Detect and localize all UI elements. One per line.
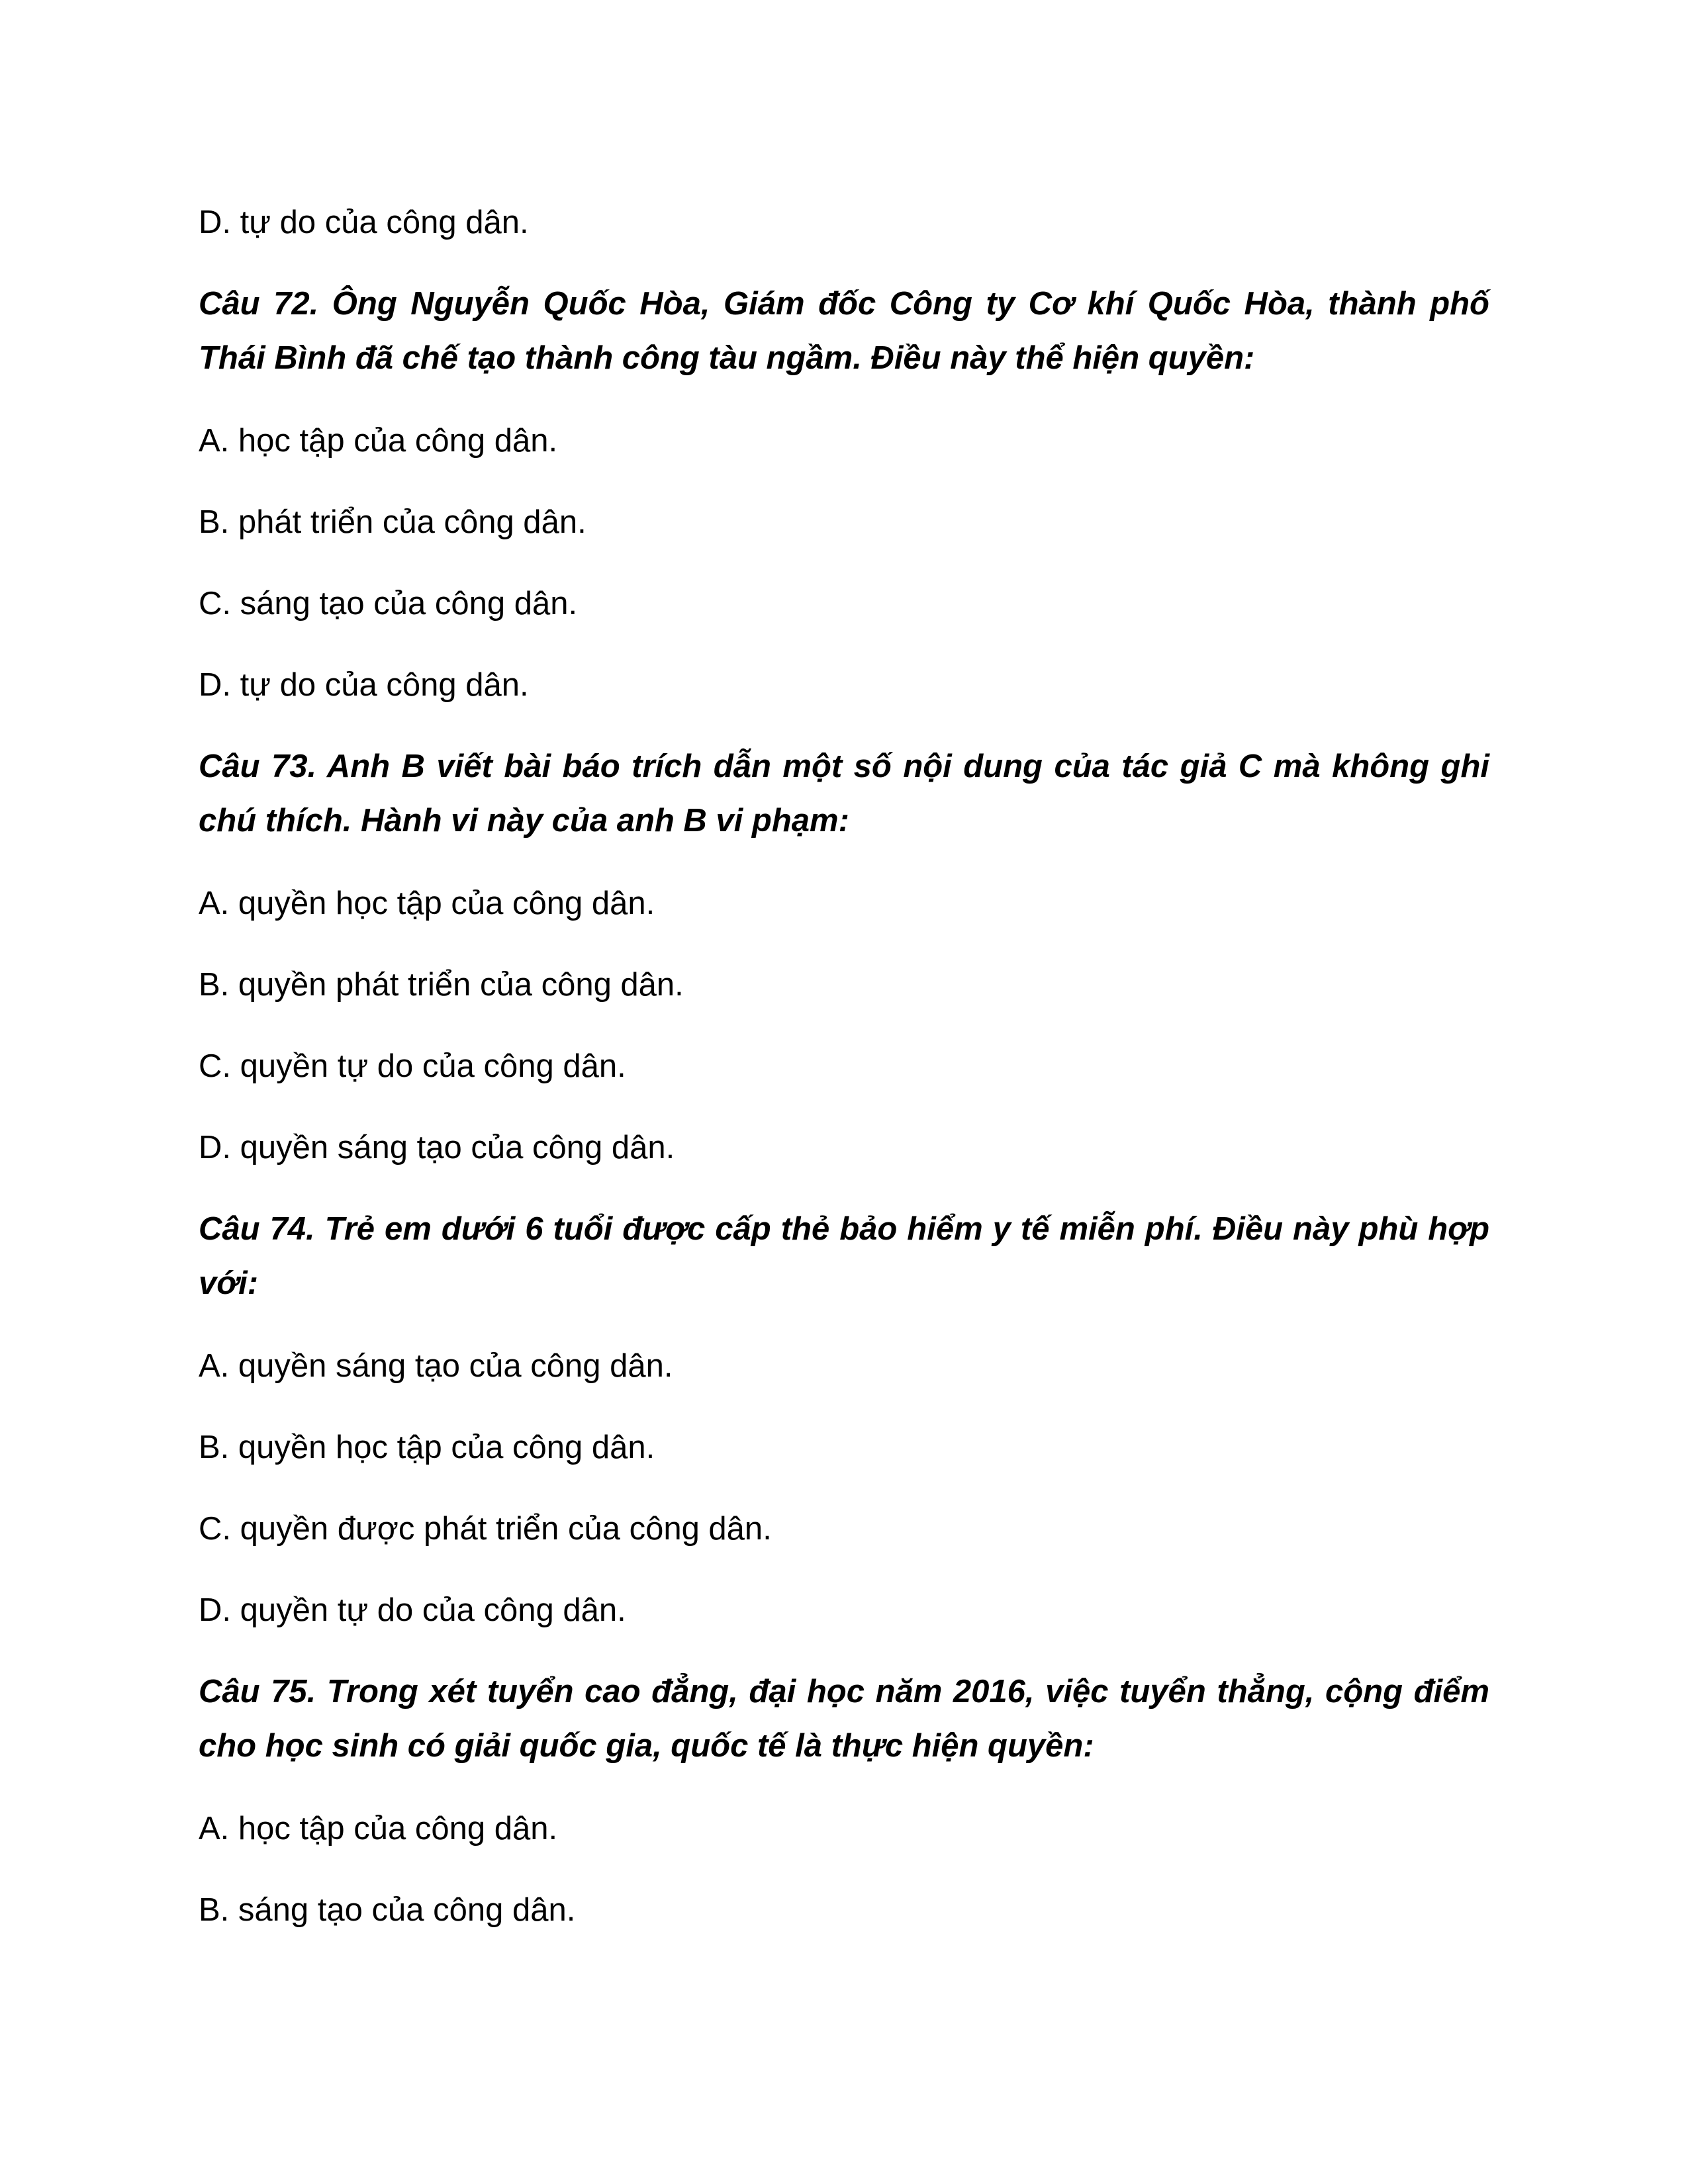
question-73: Câu 73. Anh B viết bài báo trích dẫn một số nội dung của tác giả C mà không ghi chú thích. Hành vi này của anh B vi phạm:	[199, 749, 1489, 839]
answer-option: A. quyền học tập của công dân.	[199, 886, 655, 921]
answer-option: C. quyền được phát triển của công dân.	[199, 1511, 772, 1547]
answer-option: C. sáng tạo của công dân.	[199, 586, 578, 621]
answer-option: D. tự do của công dân.	[199, 667, 529, 703]
answer-option: A. học tập của công dân.	[199, 1811, 558, 1846]
answer-option: B. quyền phát triển của công dân.	[199, 967, 684, 1003]
question-72: Câu 72. Ông Nguyễn Quốc Hòa, Giám đốc Công ty Cơ khí Quốc Hòa, thành phố Thái Bình đã chế tạo thành công tàu ngầm. Điều này thể hiện quyền:	[199, 286, 1489, 376]
answer-option: A. học tập của công dân.	[199, 423, 558, 459]
answer-option: B. sáng tạo của công dân.	[199, 1892, 576, 1928]
answer-option: B. phát triển của công dân.	[199, 504, 586, 540]
question-75: Câu 75. Trong xét tuyển cao đẳng, đại học năm 2016, việc tuyển thẳng, cộng điểm cho học sinh có giải quốc gia, quốc tế là thực hiện quyền:	[199, 1674, 1489, 1764]
answer-option: D. quyền sáng tạo của công dân.	[199, 1130, 675, 1165]
answer-option: C. quyền tự do của công dân.	[199, 1048, 626, 1084]
answer-option: A. quyền sáng tạo của công dân.	[199, 1348, 673, 1384]
question-74: Câu 74. Trẻ em dưới 6 tuổi được cấp thẻ bảo hiểm y tế miễn phí. Điều này phù hợp với:	[199, 1211, 1489, 1301]
answer-option: D. quyền tự do của công dân.	[199, 1592, 626, 1628]
answer-option: D. tự do của công dân.	[199, 205, 529, 240]
answer-option: B. quyền học tập của công dân.	[199, 1430, 655, 1465]
